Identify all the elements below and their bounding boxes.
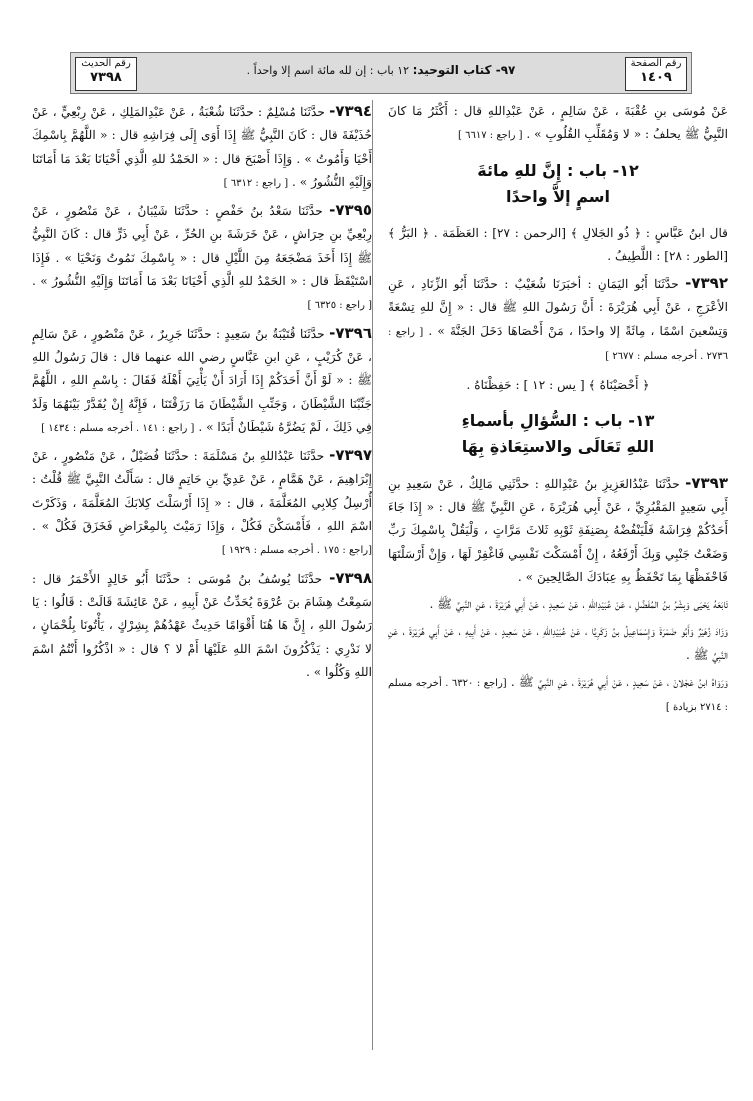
- hadith-text: حدَّثَنَا قُتَيْبَةُ بنُ سَعِيدٍ : حدَّثَنَا جَرِيرٌ ، عَنْ مَنْصُورٍ ، عَنْ سَالِمٍ ، عَنْ كُرَيْبٍ ، عَنِ ابنِ عَبَّاسٍ رضي الله عنهما قال : قالَ رَسُولُ اللهِ ﷺ : « لَوْ أَنَّ أَحَدَكُمْ إِذَا أَرَادَ أَنْ يَأْتِيَ أَهْلَهُ فَقَالَ : بِاسْمِ اللهِ ، اللَّهُمَّ جَنِّبْنَا الشَّيْطَانَ ، وَجَنِّبِ الشَّيْطَانَ مَا رَزَقْتَنَا ، فَإِنَّهُ إِنْ يُقَدَّرْ بَيْنَهُمَا وَلَدٌ فِي ذَلِكَ ، لَمْ يَضُرَّهُ شَيْطَانٌ أَبَدًا » .: [32, 326, 372, 434]
- hadith-number-label: رقم الحديث: [81, 58, 131, 69]
- hadith-number-box: [75, 57, 137, 91]
- paragraph: [388, 374, 728, 397]
- hadith-text: حدَّثَنَا أَبُو اليَمَانِ : أخبَرَنَا شُعَيْبٌ : حدَّثَنَا أَبُو الزِّنَادِ ، عَنِ الأعْرَجِ ، عَنْ أَبِي هُرَيْرَةَ : أَنَّ رَسُولَ اللهِ ﷺ قال : « إِنَّ للهِ تِسْعَةً وَتِسْعينَ اسْمًا ، مِائَةً إلا واحدًا ، مَنْ أَحْصَاهَا دَخَلَ الجَنَّةَ » .: [388, 277, 728, 338]
- reference: [ راجع : ٦٦١٧ ]: [458, 130, 523, 142]
- book-title: ٩٧- كتاب التوحيد:: [412, 63, 516, 77]
- hadith-number: ٧٣٩٥-: [329, 201, 372, 220]
- hadith-number: ٧٣٩٣-: [685, 473, 728, 492]
- reference: [راجع : ٦٣٢٠ . أخرجه مسلم : ٢٧١٤ بزيادة ]: [388, 678, 728, 714]
- header-title: [145, 63, 617, 77]
- hadith-text: حدَّثَنَا مُسْلِمٌ : حدَّثَنَا شُعْبَةُ ، عَنْ عَبْدِالمَلِكِ ، عَنْ رِبْعِيٍّ ، عَنْ حُذَيْفَةَ قال : كَانَ النَّبِيُّ ﷺ إِذَا أَوَى إِلَى فِرَاشِهِ قال : « اللَّهُمَّ بِاسْمِكَ أَحْيَا وَأَمُوتُ » . وَإِذَا أَصْبَحَ قال : « الحَمْدُ للهِ الَّذِي أَحْيَانَا بَعْدَ مَا أَمَاتَنَا وَإِلَيْهِ النُّشُورُ » .: [32, 105, 372, 189]
- chapter-heading-line: اللهِ تَعَالَى والاستِعَاذةِ بِهَا: [461, 436, 655, 456]
- left-column: [32, 100, 372, 1060]
- hadith-text: حدَّثَنَا عَبْدُاللهِ بنُ مَسْلَمَةَ : حدَّثَنَا فُضَيْلٌ ، عَنْ مَنْصُورٍ ، عَنْ إِبْرَاهِيمَ ، عَنْ هَمَّامٍ ، عَنْ عَدِيِّ بنِ حَاتِمٍ قال : سَأَلْتُ النَّبِيَّ ﷺ قُلْتُ : أُرْسِلُ كِلابِي المُعَلَّمَةَ ، قال : « إِذَا أَرْسَلْتَ كِلابَكَ المُعَلَّمَةَ ، وَذَكَرْتَ اسْمَ اللهِ ، فَأَمْسَكْنَ فَكُلْ ، وَإِذَا رَمَيْتَ بِالمِعْرَاضِ فَخَزَقَ فَكُلْ » .: [32, 449, 372, 534]
- hadith-7396: [32, 322, 372, 440]
- chapter-heading-line: اسمٍ إلاَّ واحدًا: [506, 186, 610, 206]
- column-divider: [372, 100, 373, 1050]
- hadith-number: ٧٣٩٦-: [329, 323, 372, 342]
- paragraph-text: وَزَادَ زُهَيْرٌ وَأَبُو ضَمْرَةَ وَإِسْمَاعِيلُ بنُ زَكَرِيَّا ، عَنْ عُبَيْدِاللهِ ، عَنْ سَعِيدٍ ، عَنْ أَبِيهِ ، عَنْ أَبِي هُرَيْرَةَ ، عَنِ النَّبِيِّ ﷺ .: [388, 624, 728, 662]
- hadith-text: حدَّثَنَا عَبْدُالعَزِيزِ بنُ عَبْدِاللهِ : حدَّثَنِي مَالِكٌ ، عَنْ سَعِيدِ بنِ أَبِي سَعِيدٍ المَقْبُرِيِّ ، عَنْ أَبِي هُرَيْرَةَ ، عَنِ النَّبِيِّ ﷺ قال : « إِذَا جَاءَ أَحَدُكُمْ فِرَاشَهُ فَلْيَنْفُضْهُ بِصَنِفَةِ ثَوْبِهِ ثَلاثَ مَرَّاتٍ ، وَلْيَقُلْ بِاسْمِكَ رَبِّ وَضَعْتُ جَنْبِي وَبِكَ أَرْفَعُهُ ، إِنْ أَمْسَكْتَ نَفْسِي فَاغْفِرْ لَهَا ، وَإِنْ أَرْسَلْتَهَا فَاحْفَظْهَا بِمَا تَحْفَظُ بِهِ عِبَادَكَ الصَّالِحِينَ » .: [388, 476, 728, 584]
- hadith-7394: [32, 100, 372, 195]
- paragraph-text: ﴿ أَحْصَيْنَاهُ ﴾ [ يس : ١٢ ] : حَفِظْنَاهُ .: [466, 378, 650, 393]
- hadith-7397: [32, 444, 372, 562]
- reference: [ راجع : ٦٣٢٥ ]: [307, 300, 372, 312]
- chapter-heading-13: [388, 408, 728, 460]
- hadith-text: حدَّثَنَا يُوسُفُ بنُ مُوسَى : حدَّثَنَا أَبُو خَالِدٍ الأَحْمَرُ قال : سَمِعْتُ هِشَامَ بنَ عُرْوَةَ يُحَدِّثُ عَنْ أَبِيهِ ، عَنْ عَائِشَةَ قَالَتْ : قَالُوا : يَا رَسُولَ اللهِ ، إِنَّ هَا هُنَا أَقْوَامًا حَدِيثٌ عَهْدُهُمْ بِشِرْكٍ ، يَأْتُونَا بِلُحْمَانٍ ، لا نَدْرِي : يَذْكُرُونَ اسْمَ اللهِ عَلَيْهَا أَمْ لا ؟ قال : « اذْكُرُوا أَنْتُمُ اسْمَ اللهِ وَكُلُوا » .: [32, 571, 372, 679]
- chapter-heading-12: [388, 158, 728, 210]
- hadith-7393: [388, 472, 728, 589]
- paragraph-text: وَرَوَاهُ ابنُ عَجْلانَ ، عَنْ سَعِيدٍ ، عَنْ أَبِي هُرَيْرَةَ ، عَنِ النَّبِيِّ ﷺ .: [510, 675, 728, 690]
- hadith-7398: [32, 567, 372, 684]
- paragraph-text: تَابَعَهُ يَحْيَى وَبِشْرُ بنُ المُفَضَّلِ ، عَنْ عُبَيْدِاللهِ ، عَنْ سَعِيدٍ ، عَنْ أَبِي هُرَيْرَةَ ، عَنِ النَّبِيِّ ﷺ .: [429, 597, 728, 612]
- reference: [ راجع : ١٤١ . أخرجه مسلم : ١٤٣٤ ]: [41, 422, 195, 434]
- paragraph: [388, 620, 728, 667]
- reference: [ راجع : ٢٧٣٦ . أخرجه مسلم : ٢٦٧٧ ]: [388, 326, 728, 363]
- reference: [ راجع : ٦٣١٢ ]: [223, 177, 289, 189]
- hadith-text: حدَّثَنَا سَعْدُ بنُ حَفْصٍ : حدَّثَنَا شَيْبَانُ ، عَنْ مَنْصُورٍ ، عَنْ رِبْعِيِّ بنِ حِرَاشٍ ، عَنْ خَرَشَةَ بنِ الحُرِّ ، عَنْ أَبِي ذَرٍّ قال : كَانَ النَّبِيُّ ﷺ إِذَا أَخَذَ مَضْجَعَهُ مِنَ اللَّيْلِ قال : « بِاسْمِكَ نَمُوتُ وَنَحْيَا » . فَإِذَا اسْتَيْقَظَ قال : « الحَمْدُ للهِ الَّذِي أَحْيَانَا بَعْدَ مَا أَمَاتَنَا وَإِلَيْهِ النُّشُورُ » .: [32, 204, 372, 289]
- hadith-number: ٧٣٩٢-: [685, 274, 728, 293]
- paragraph-text: عَنْ مُوسَى بنِ عُقْبَةَ ، عَنْ سَالِمٍ ، عَنْ عَبْدِاللهِ قال : أَكْثَرُ مَا كانَ النَّبِيُّ ﷺ يحلفُ : « لا وَمُقَلِّبِ القُلُوبِ » .: [388, 104, 728, 142]
- chapter-title: ١٢ باب : إن لله مائة اسم إلا واحداً .: [246, 64, 410, 77]
- chapter-heading-line: ١٣- باب : السُّؤالِ بأسماءِ: [461, 410, 655, 430]
- paragraph: [388, 222, 728, 269]
- page-number-box: [625, 57, 687, 91]
- page-header: [70, 52, 692, 94]
- paragraph-text: قال ابنُ عَبَّاسٍ : ﴿ ذُو الجَلالِ ﴾ [الرحمن : ٢٧] : العَظَمَة . ﴿ البَرُّ ﴾ [الطور : ٢٨] : اللَّطِيفُ .: [388, 225, 728, 263]
- chapter-heading-line: ١٢- باب : إِنَّ للهِ مائةَ: [477, 160, 639, 180]
- hadith-number: ٧٣٩٤-: [329, 102, 372, 120]
- page-number: ١٤٠٩: [640, 70, 672, 85]
- hadith-7395: [32, 199, 372, 317]
- page-number-label: رقم الصفحة: [630, 58, 682, 69]
- paragraph: [388, 593, 728, 616]
- hadith-number: ٧٣٩٨-: [329, 568, 372, 587]
- hadith-number: ٧٣٩٨: [90, 70, 122, 85]
- reference: [راجع : ١٧٥ . أخرجه مسلم : ١٩٢٩ ]: [221, 545, 372, 557]
- hadith-number: ٧٣٩٧-: [329, 446, 372, 465]
- right-column: [388, 100, 728, 1060]
- hadith-7392: [388, 272, 728, 368]
- paragraph: [388, 671, 728, 720]
- paragraph: [388, 100, 728, 148]
